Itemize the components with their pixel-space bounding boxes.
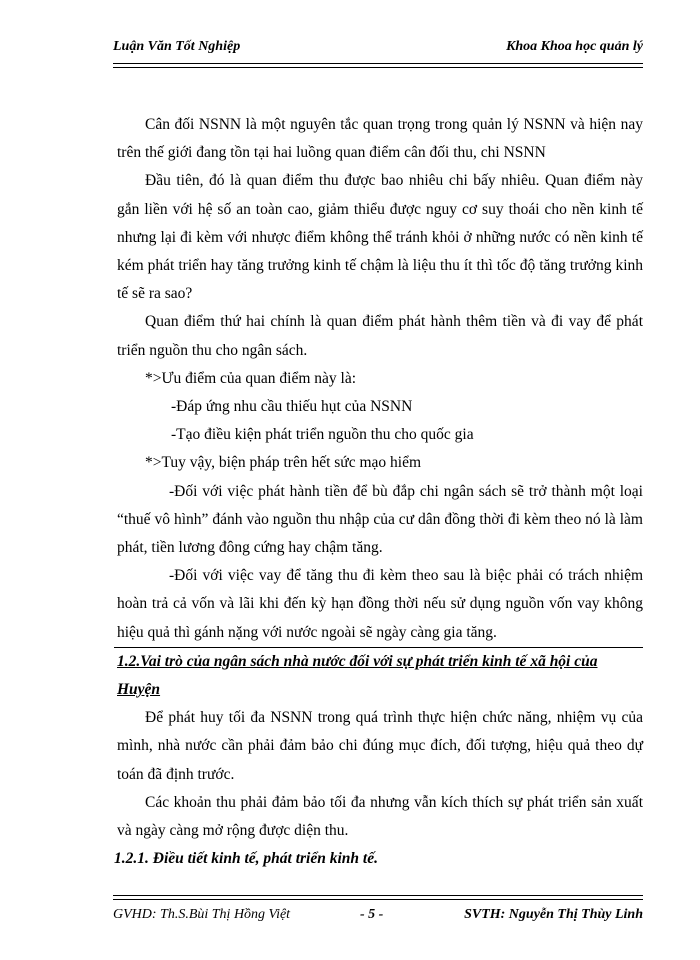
section-heading-1-2: 1.2.Vai trò của ngân sách nhà nước đối với sự phát triển kinh tế xã hội của Huyện	[114, 647, 643, 704]
paragraph: Để phát huy tối đa NSNN trong quá trình thực hiện chức năng, nhiệm vụ của mình, nhà nước cần phải đảm bảo chi đúng mục đích, đối tượng, hiệu quả theo dự toán đã định trước.	[117, 709, 643, 783]
paragraph: -Đối với việc vay để tăng thu đi kèm theo sau là biệc phải có trách nhiệm hoàn trả cả vốn và lãi khi đến kỳ hạn đồng thời nếu sử dụng nguồn vốn vay không hiệu quả thì gánh nặng với nước ngoài sẽ ngày càng gia tăng.	[117, 567, 643, 641]
list-item: -Đáp ứng nhu cầu thiếu hụt của NSNN	[171, 398, 413, 416]
footer-rule-thin	[113, 895, 643, 896]
list-heading: *>Tuy vậy, biện pháp trên hết sức mạo hiểm	[145, 454, 422, 472]
footer-rule	[113, 899, 643, 900]
paragraph: Cân đối NSNN là một nguyên tắc quan trọng trong quản lý NSNN và hiện nay trên thế giới đang tồn tại hai luồng quan điểm cân đối thu, chi NSNN	[117, 116, 643, 162]
page-body	[114, 111, 643, 873]
footer-student: SVTH: Nguyễn Thị Thùy Linh	[464, 907, 643, 922]
list-item: -Tạo điều kiện phát triển nguồn thu cho quốc gia	[171, 426, 474, 444]
page-number: - 5 -	[360, 907, 384, 922]
page-header	[113, 38, 643, 56]
paragraph: -Đối với việc phát hành tiền để bù đắp chi ngân sách sẽ trở thành một loại “thuế vô hình” đánh vào nguồn thu nhập của cư dân đồng thời đi kèm theo nó là làm phát, tiền lương đông cứng hay chậm tăng.	[117, 482, 643, 557]
section-heading-1-2-1: 1.2.1. Điều tiết kinh tế, phát triển kinh tế.	[114, 850, 378, 868]
header-rule	[113, 63, 643, 64]
header-thesis-title: Luận Văn Tốt Nghiệp	[113, 39, 241, 54]
paragraph: Các khoản thu phải đảm bảo tối đa nhưng vẫn kích thích sự phát triển sản xuất và ngày càng mở rộng được diện thu.	[117, 793, 643, 840]
footer-supervisor: GVHD: Th.S.Bùi Thị Hồng Việt	[113, 907, 291, 922]
paragraph: Đầu tiên, đó là quan điểm thu được bao nhiêu chi bấy nhiêu. Quan điểm này gắn liền với hệ số an toàn cao, giảm thiểu được nguy cơ suy thoái cho nền kinh tế nhưng lại đi kèm với nhược điểm không thể tránh khỏi ở những nước có nền kinh tế kém phát triển hay tăng trưởng kinh tế chậm là liệu thu ít thì tốc độ tăng trưởng kinh tế sẽ ra sao?	[117, 172, 643, 303]
header-faculty: Khoa Khoa học quản lý	[506, 39, 643, 54]
paragraph: Quan điểm thứ hai chính là quan điểm phát hành thêm tiền và đi vay để phát triển nguồn thu cho ngân sách.	[117, 313, 643, 359]
list-heading: *>Ưu điểm của quan điểm này là:	[145, 369, 357, 387]
header-rule-thin	[113, 67, 643, 68]
